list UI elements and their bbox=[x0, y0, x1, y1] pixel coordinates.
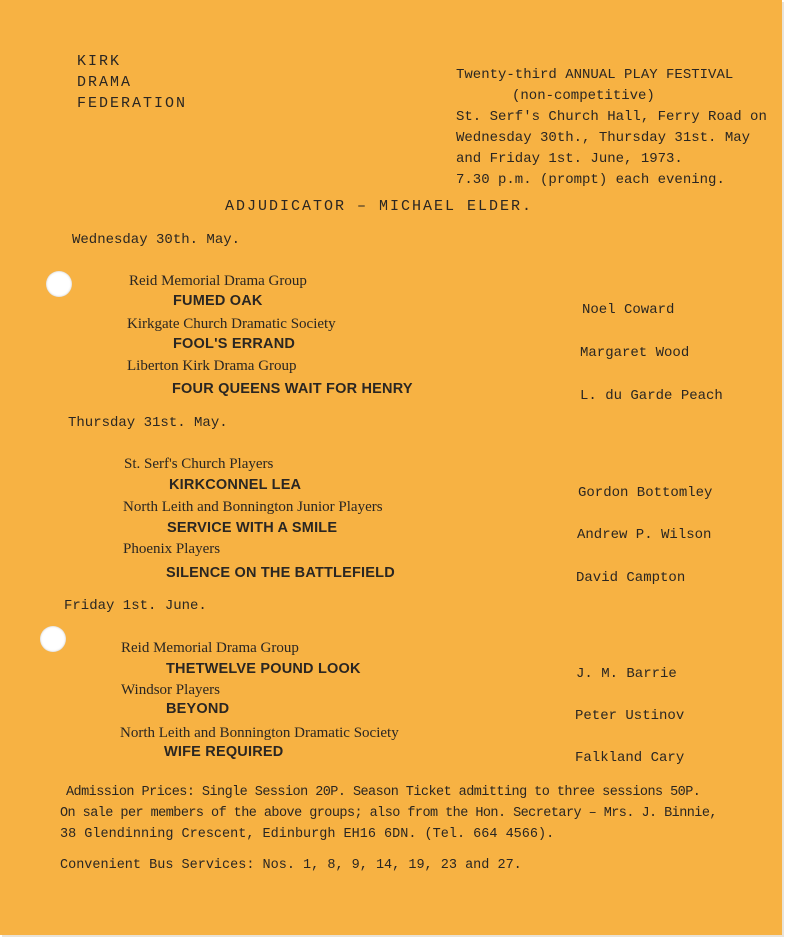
play-author: Falkland Cary bbox=[575, 750, 685, 766]
org-name-line-2: DRAMA bbox=[77, 74, 133, 91]
day-label-wednesday: Wednesday 30th. May. bbox=[72, 232, 241, 248]
play-author: Andrew P. Wilson bbox=[577, 527, 712, 543]
play-author: David Campton bbox=[576, 570, 686, 586]
play-author: Peter Ustinov bbox=[575, 708, 685, 724]
festival-title: Twenty-third ANNUAL PLAY FESTIVAL bbox=[456, 67, 734, 83]
day-label-friday: Friday 1st. June. bbox=[64, 598, 207, 614]
festival-time: 7.30 p.m. (prompt) each evening. bbox=[456, 172, 725, 188]
play-title: WIFE REQUIRED bbox=[164, 744, 284, 760]
play-title: FOUR QUEENS WAIT FOR HENRY bbox=[172, 381, 413, 397]
group-name: St. Serf's Church Players bbox=[124, 456, 274, 472]
group-name: North Leith and Bonnington Dramatic Society bbox=[120, 725, 399, 741]
play-author: Margaret Wood bbox=[580, 345, 690, 361]
admission-address: 38 Glendinning Crescent, Edinburgh EH16 6DN. (Tel. 664 4566). bbox=[60, 827, 555, 842]
play-title: FOOL'S ERRAND bbox=[173, 336, 296, 352]
group-name: Kirkgate Church Dramatic Society bbox=[127, 316, 336, 332]
play-author: J. M. Barrie bbox=[576, 666, 677, 682]
adjudicator-heading: ADJUDICATOR – MICHAEL ELDER. bbox=[225, 198, 534, 215]
play-author: Noel Coward bbox=[582, 302, 675, 318]
admission-prices: Admission Prices: Single Session 20P. Season Ticket admitting to three sessions 50P. bbox=[66, 785, 701, 800]
org-name-line-1: KIRK bbox=[77, 53, 122, 70]
festival-dates: Wednesday 30th., Thursday 31st. May bbox=[456, 130, 751, 146]
admission-sale-info: On sale per members of the above groups; also from the Hon. Secretary – Mrs. J. Binnie, bbox=[60, 806, 717, 821]
play-title: KIRKCONNEL LEA bbox=[169, 477, 302, 493]
bus-services: Convenient Bus Services: Nos. 1, 8, 9, 14, 19, 23 and 27. bbox=[60, 858, 522, 873]
play-author: Gordon Bottomley bbox=[578, 485, 713, 501]
play-title: FUMED OAK bbox=[173, 293, 263, 309]
festival-venue: St. Serf's Church Hall, Ferry Road on bbox=[456, 109, 767, 125]
festival-subtitle: (non-competitive) bbox=[512, 88, 655, 104]
play-title: BEYOND bbox=[166, 701, 230, 717]
group-name: North Leith and Bonnington Junior Players bbox=[123, 499, 383, 515]
group-name: Reid Memorial Drama Group bbox=[121, 640, 299, 656]
play-title: SERVICE WITH A SMILE bbox=[167, 520, 338, 536]
org-name-line-3: FEDERATION bbox=[77, 95, 188, 112]
group-name: Windsor Players bbox=[121, 682, 220, 698]
punch-hole-bottom bbox=[40, 626, 66, 652]
punch-hole-top bbox=[46, 271, 72, 297]
group-name: Reid Memorial Drama Group bbox=[129, 273, 307, 289]
play-title: SILENCE ON THE BATTLEFIELD bbox=[166, 565, 395, 581]
group-name: Liberton Kirk Drama Group bbox=[127, 358, 297, 374]
play-title: THETWELVE POUND LOOK bbox=[166, 661, 361, 677]
group-name: Phoenix Players bbox=[123, 541, 221, 557]
day-label-thursday: Thursday 31st. May. bbox=[68, 415, 228, 431]
play-author: L. du Garde Peach bbox=[580, 388, 723, 404]
festival-dates-2: and Friday 1st. June, 1973. bbox=[456, 151, 683, 167]
